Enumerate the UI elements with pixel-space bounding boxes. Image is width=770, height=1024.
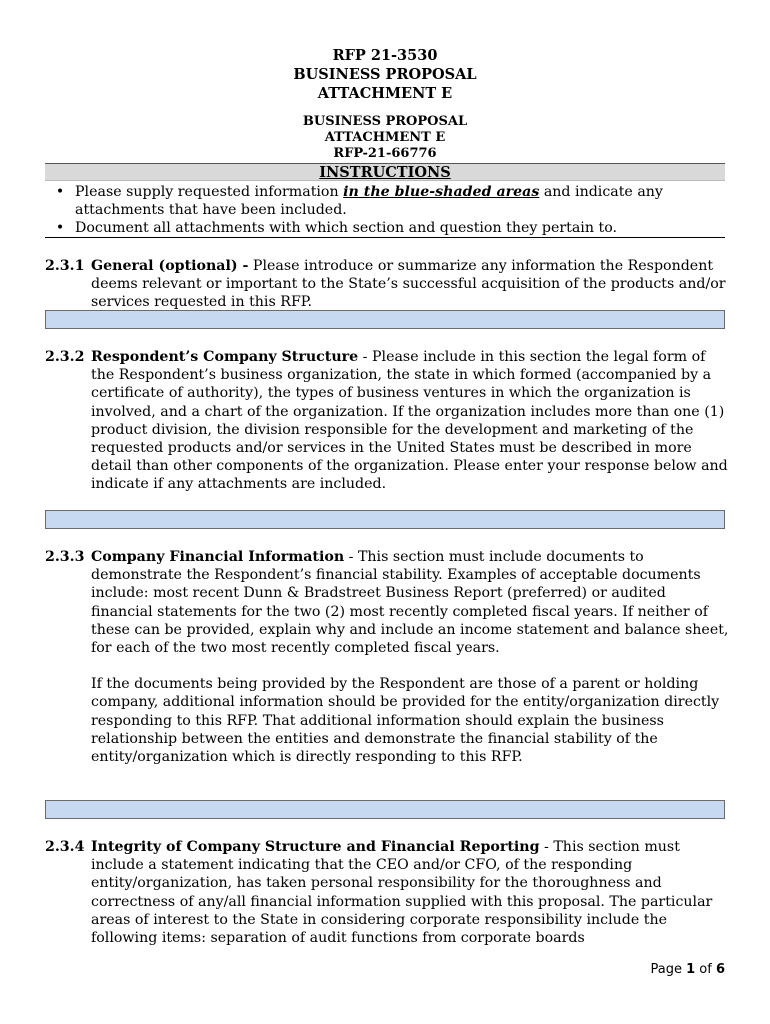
- rfp-number: RFP 21-3530: [332, 47, 438, 64]
- section-number: 2.3.3: [45, 549, 85, 565]
- section-2-3-4: [45, 838, 729, 947]
- section-text-continued: If the documents being provided by the Respondent are those of a parent or holding company, additional information should be provided for the entity/organization directly responding to this RFP. That additional information should explain the business relationship between the entities and demonstrate the financial stability of the entity/organization which is directly responding to this RFP.: [91, 676, 720, 766]
- document-subheader: [0, 114, 770, 162]
- subheader-rfp-number: RFP-21-66776: [333, 146, 437, 161]
- bullet-icon: •: [55, 220, 65, 236]
- section-title: Integrity of Company Structure and Financial Reporting: [91, 839, 540, 855]
- section-text: Please introduce or summarize any information the Respondent deems relevant or important to the State’s successful acquisition of the products and/or services requested in this RFP.: [91, 258, 726, 311]
- bullet-icon: •: [55, 184, 65, 200]
- response-field-2-3-3[interactable]: [45, 800, 725, 819]
- section-2-3-1: [45, 257, 729, 312]
- section-number: 2.3.1: [45, 258, 85, 274]
- page-number: Page 1 of 6: [650, 962, 725, 977]
- section-2-3-3: [45, 548, 729, 766]
- response-field-2-3-2[interactable]: [45, 510, 725, 529]
- section-title: Company Financial Information: [91, 549, 345, 565]
- section-text: - Please include in this section the legal form of the Respondent’s business organization, the state in which formed (accompanied by a certificate of authority), the types of business ventures in which the organization is involved, and a chart of the organization. If the organization includes more than one (1) product division, the division responsible for the development and marketing of the requested products and/or services in the United States must be described in more detail than other components of the organization. Please enter your response below and indicate if any attachments are included.: [91, 349, 728, 493]
- instructions-list: [45, 183, 725, 237]
- total-pages: 6: [715, 962, 725, 977]
- document-header: [0, 46, 770, 103]
- divider: [45, 237, 725, 238]
- section-title: Respondent’s Company Structure: [91, 349, 359, 365]
- subheader-title: BUSINESS PROPOSAL: [302, 114, 468, 129]
- section-number: 2.3.2: [45, 349, 85, 365]
- section-text: - This section must include a statement indicating that the CEO and/or CFO, of the responding entity/organization, has taken personal responsibility for the thoroughness and correctness of any/all financial information supplied with this proposal. The particular areas of interest to the State in considering corporate responsibility include the following items: separation of audit functions from corporate boards: [91, 839, 713, 947]
- header-title: BUSINESS PROPOSAL: [293, 66, 477, 83]
- section-2-3-2: [45, 348, 729, 494]
- instructions-heading: INSTRUCTIONS: [45, 163, 725, 181]
- instructions-item: • Please supply requested information in the blue-shaded areas and indicate any attachments that have been included.: [45, 183, 725, 219]
- section-number: 2.3.4: [45, 839, 85, 855]
- response-field-2-3-1[interactable]: [45, 310, 725, 329]
- instructions-item: • Document all attachments with which section and question they pertain to.: [45, 219, 725, 237]
- header-attachment: ATTACHMENT E: [317, 85, 453, 102]
- section-text: - This section must include documents to demonstrate the Respondent’s financial stability. Examples of acceptable documents include: most recent Dunn & Bradstreet Business Report (preferred) or audited financial statements for the two (2) most recently completed fiscal years. If neither of these can be provided, explain why and include an income statement and balance sheet, for each of the two most recently completed fiscal years.: [91, 549, 729, 657]
- section-title: General (optional) -: [91, 258, 249, 274]
- current-page: 1: [686, 962, 696, 977]
- subheader-attachment: ATTACHMENT E: [324, 130, 446, 145]
- emphasis-blue-shaded: in the blue-shaded areas: [343, 184, 540, 200]
